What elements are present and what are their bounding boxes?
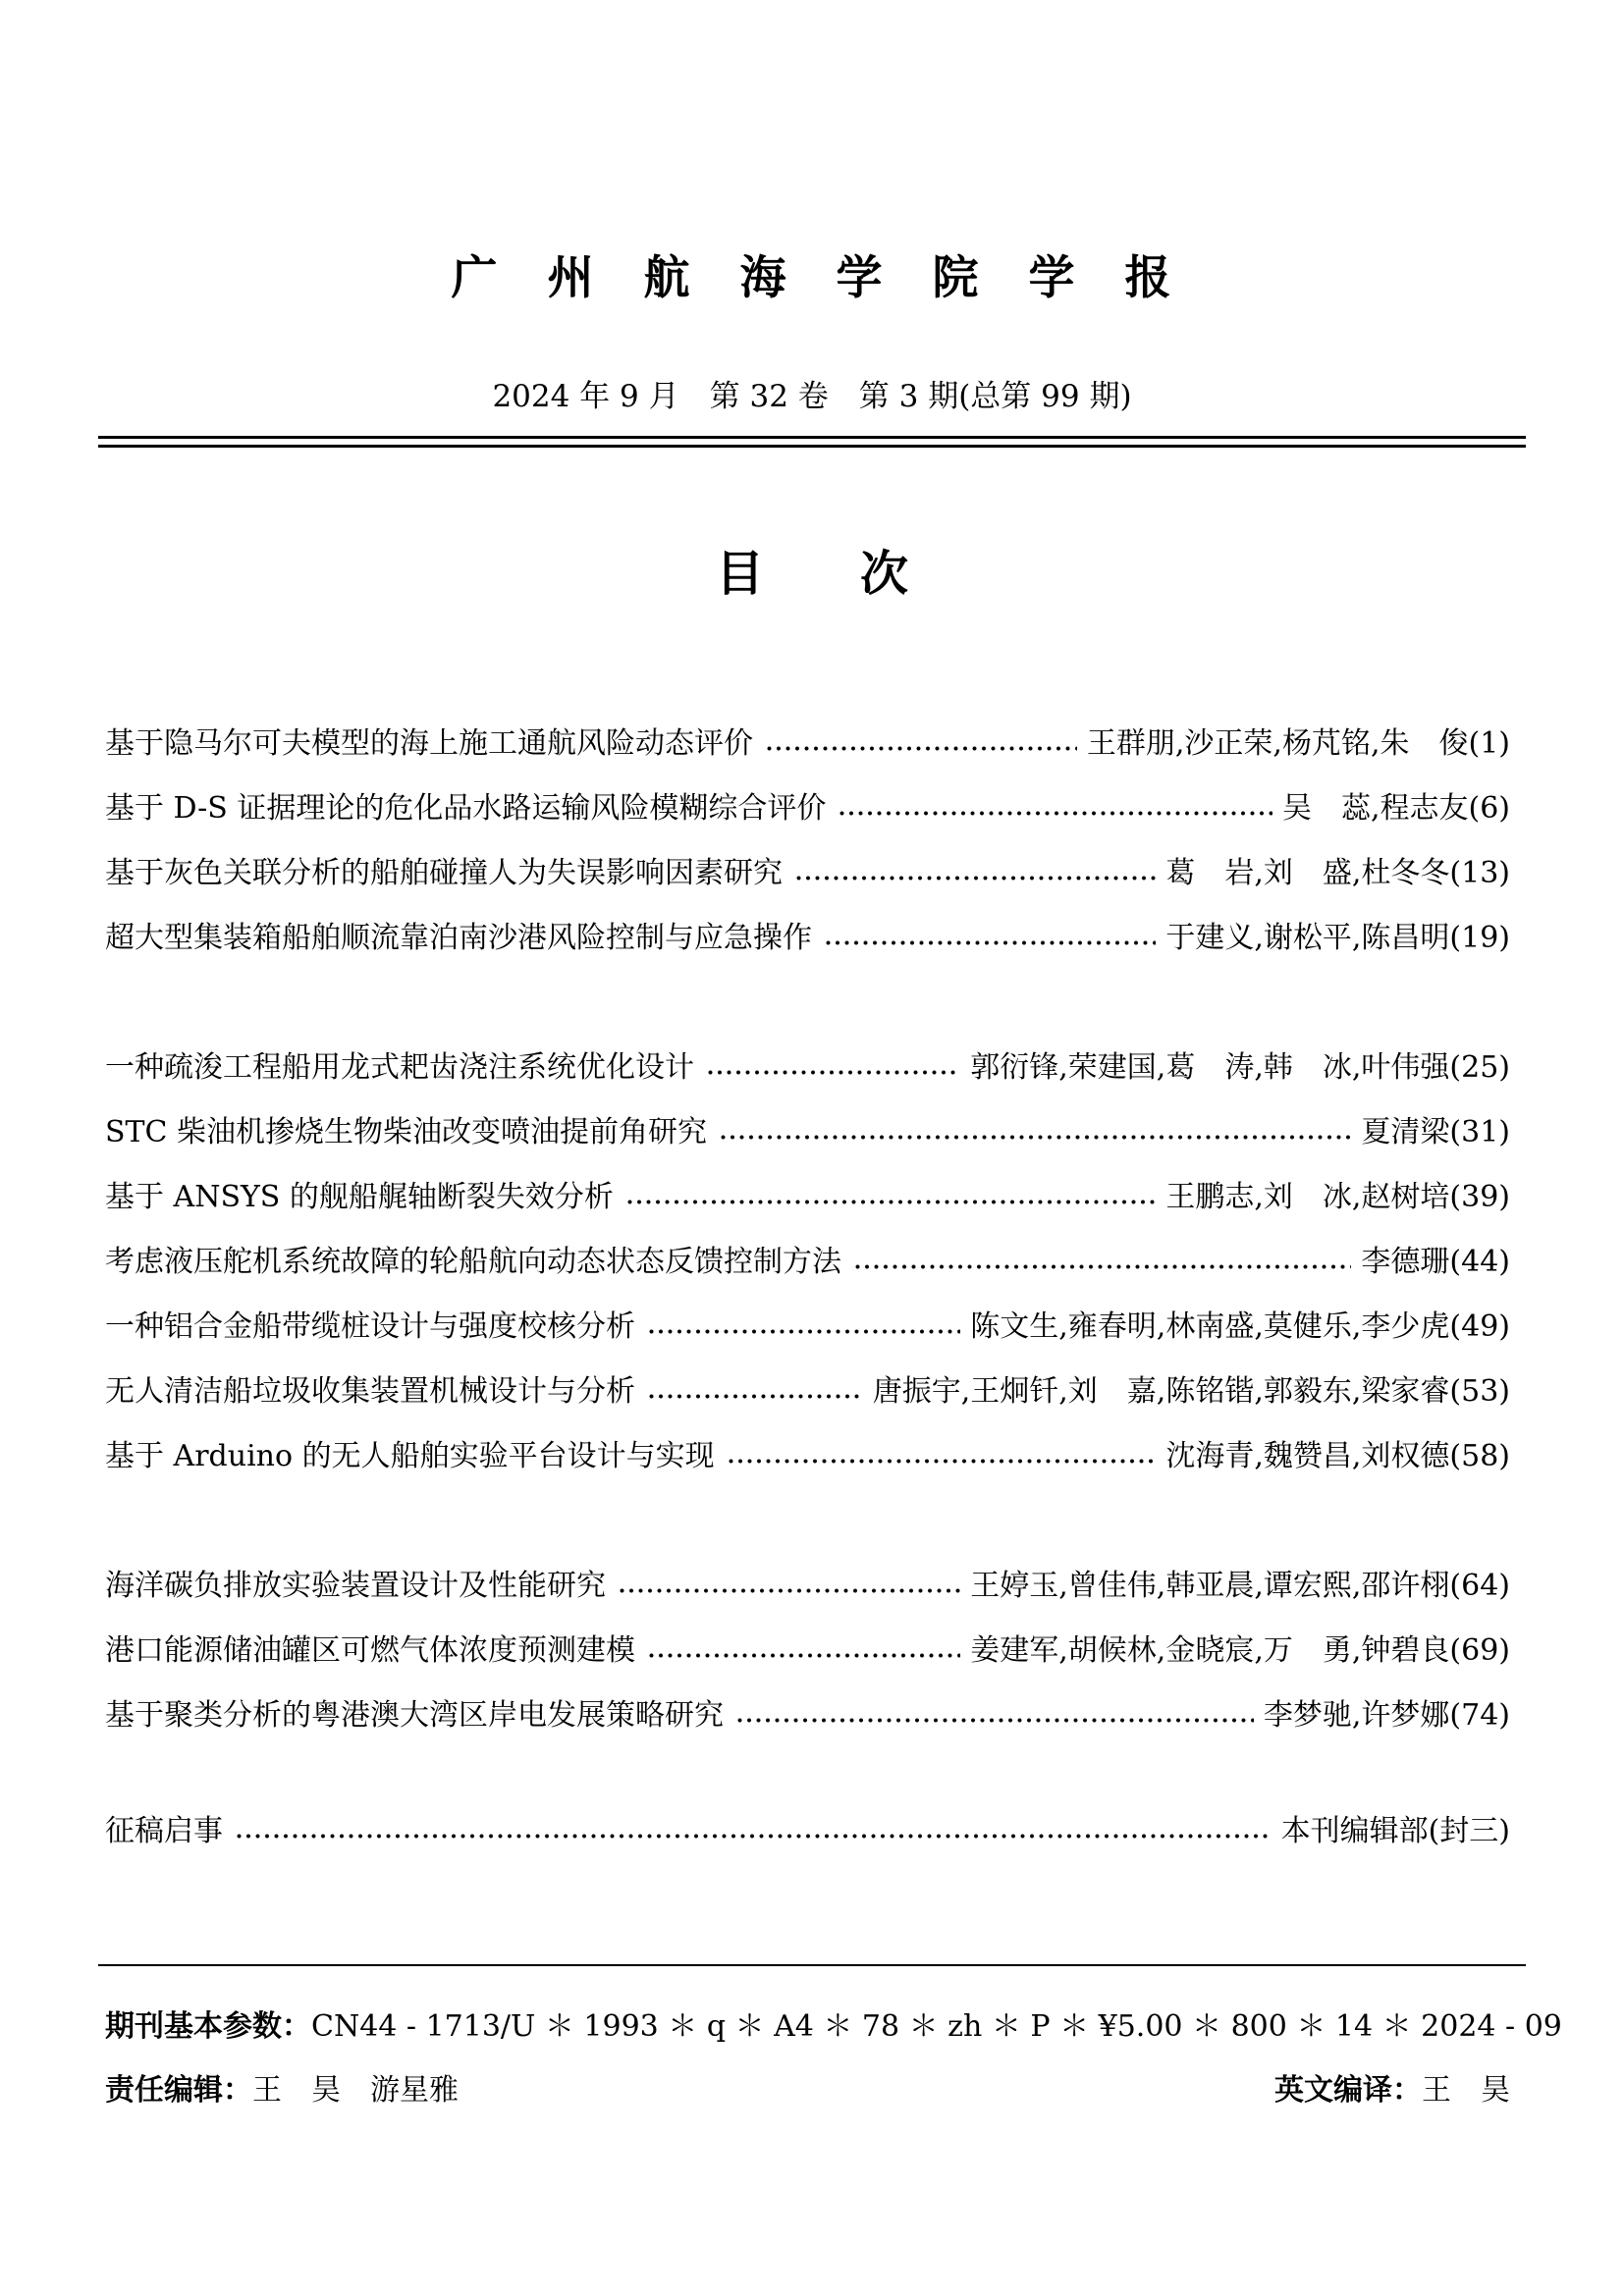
dot-leader	[647, 1651, 960, 1660]
toc-entry	[105, 712, 1510, 776]
call-for-papers-row	[105, 1799, 1510, 1864]
announcement-source: 本刊编辑部	[1280, 1814, 1429, 1848]
dot-leader	[625, 1198, 1156, 1206]
dot-leader	[647, 1392, 863, 1401]
article-title: 一种铝合金船带缆桩设计与强度校核分析	[105, 1309, 635, 1344]
toc-group-2	[105, 1036, 1510, 1489]
journal-title: 广 州 航 海 学 院 学 报	[451, 251, 1173, 305]
dot-leader	[824, 938, 1156, 947]
article-title: 考虑液压舵机系统故障的轮船航向动态状态反馈控制方法	[105, 1245, 841, 1279]
article-page-number: (1)	[1468, 726, 1510, 761]
announcement-title: 征稿启事	[105, 1814, 223, 1848]
article-page-number: (39)	[1449, 1180, 1510, 1214]
english-translator	[1274, 2066, 1510, 2115]
article-page-number: (53)	[1449, 1374, 1510, 1409]
toc-group-1	[105, 712, 1510, 971]
article-authors: 陈文生,雍春明,林南盛,莫健乐,李少虎	[970, 1309, 1450, 1344]
article-title: 基于 D-S 证据理论的危化品水路运输风险模糊综合评价	[105, 791, 827, 826]
article-title: 基于灰色关联分析的船舶碰撞人为失误影响因素研究	[105, 856, 783, 890]
article-authors: 唐振宇,王炯钎,刘 嘉,陈铭锴,郭毅东,梁家睿	[872, 1374, 1450, 1409]
journal-parameters-label: 期刊基本参数：	[105, 2009, 311, 2044]
article-title: 港口能源储油罐区可燃气体浓度预测建模	[105, 1633, 635, 1668]
toc-entry	[105, 1554, 1510, 1619]
toc-entry	[105, 1230, 1510, 1295]
article-title: 基于 ANSYS 的舰船艉轴断裂失效分析	[105, 1180, 614, 1214]
dot-leader	[794, 874, 1156, 882]
article-authors: 沈海青,魏赞昌,刘权德	[1165, 1439, 1450, 1473]
dot-leader	[706, 1068, 960, 1077]
toc-group-3	[105, 1554, 1510, 1748]
dot-leader	[735, 1716, 1254, 1725]
article-title: 基于 Arduino 的无人船舶实验平台设计与实现	[105, 1439, 715, 1473]
toc-entry	[105, 1619, 1510, 1683]
announcement-page-number: (封三)	[1428, 1814, 1510, 1848]
managing-editor-value: 王 昊 游星雅	[252, 2073, 459, 2108]
journal-parameters-line	[105, 2002, 1562, 2052]
article-page-number: (44)	[1449, 1245, 1510, 1279]
managing-editor-label: 责任编辑：	[105, 2073, 252, 2108]
issue-line: 2024 年 9 月 第 32 卷 第 3 期(总第 99 期)	[492, 379, 1132, 414]
toc-entry	[105, 1799, 1510, 1864]
dot-leader	[853, 1262, 1351, 1271]
article-title: 基于聚类分析的粤港澳大湾区岸电发展策略研究	[105, 1698, 724, 1733]
article-title: STC 柴油机掺烧生物柴油改变喷油提前角研究	[105, 1115, 708, 1149]
article-authors: 郭衍锋,荣建国,葛 涛,韩 冰,叶伟强	[970, 1050, 1450, 1085]
article-title: 基于隐马尔可夫模型的海上施工通航风险动态评价	[105, 726, 753, 761]
editors-line	[105, 2066, 1510, 2115]
toc-entry	[105, 1165, 1510, 1230]
article-page-number: (25)	[1449, 1050, 1510, 1085]
article-page-number: (31)	[1449, 1115, 1510, 1149]
journal-parameters-value: CN44 - 1713/U ＊ 1993 ＊ q ＊ A4 ＊ 78 ＊ zh ＊ P ＊ ¥5.00 ＊ 800 ＊ 14 ＊ 2024 - 09	[311, 2009, 1562, 2044]
contents-heading: 目 次	[715, 546, 908, 602]
toc-entry	[105, 1360, 1510, 1424]
toc-entry	[105, 906, 1510, 971]
toc-entry	[105, 1100, 1510, 1165]
article-authors: 王婷玉,曾佳伟,韩亚晨,谭宏熙,邵许栩	[970, 1569, 1450, 1603]
article-title: 海洋碳负排放实验装置设计及性能研究	[105, 1569, 606, 1603]
article-authors: 吴 蕊,程志友	[1281, 791, 1469, 826]
dot-leader	[727, 1457, 1157, 1466]
article-authors: 姜建军,胡候林,金晓宸,万 勇,钟碧良	[970, 1633, 1450, 1668]
dot-leader	[719, 1133, 1351, 1142]
article-page-number: (6)	[1468, 791, 1510, 826]
article-title: 一种疏浚工程船用龙式耙齿浇注系统优化设计	[105, 1050, 694, 1085]
article-page-number: (49)	[1449, 1309, 1510, 1344]
toc-entry	[105, 1424, 1510, 1489]
article-page-number: (19)	[1449, 921, 1510, 955]
toc-entry	[105, 841, 1510, 906]
dot-leader	[618, 1586, 960, 1595]
article-title: 超大型集装箱船舶顺流靠泊南沙港风险控制与应急操作	[105, 921, 812, 955]
article-title: 无人清洁船垃圾收集装置机械设计与分析	[105, 1374, 635, 1409]
article-authors: 王鹏志,刘 冰,赵树培	[1165, 1180, 1450, 1214]
dot-leader	[235, 1832, 1272, 1841]
toc-entry	[105, 776, 1510, 841]
dot-leader	[765, 744, 1077, 753]
article-page-number: (13)	[1449, 856, 1510, 890]
table-of-contents	[105, 712, 1510, 1748]
managing-editor	[105, 2066, 459, 2115]
article-authors: 葛 岩,刘 盛,杜冬冬	[1165, 856, 1450, 890]
article-page-number: (64)	[1449, 1569, 1510, 1603]
double-rule-divider	[98, 436, 1526, 448]
footer-rule-divider	[98, 1964, 1526, 1966]
article-page-number: (74)	[1449, 1698, 1510, 1733]
dot-leader	[647, 1327, 960, 1336]
article-authors: 夏清梁	[1361, 1115, 1450, 1149]
article-authors: 于建义,谢松平,陈昌明	[1165, 921, 1450, 955]
article-page-number: (69)	[1449, 1633, 1510, 1668]
english-translator-label: 英文编译：	[1274, 2073, 1422, 2108]
english-translator-value: 王 昊	[1422, 2073, 1510, 2108]
article-authors: 李梦驰,许梦娜	[1263, 1698, 1450, 1733]
article-authors: 王群朋,沙正荣,杨芃铭,朱 俊	[1086, 726, 1469, 761]
article-page-number: (58)	[1449, 1439, 1510, 1473]
toc-entry	[105, 1036, 1510, 1100]
toc-entry	[105, 1295, 1510, 1360]
toc-entry	[105, 1683, 1510, 1748]
dot-leader	[838, 809, 1272, 818]
article-authors: 李德珊	[1361, 1245, 1450, 1279]
